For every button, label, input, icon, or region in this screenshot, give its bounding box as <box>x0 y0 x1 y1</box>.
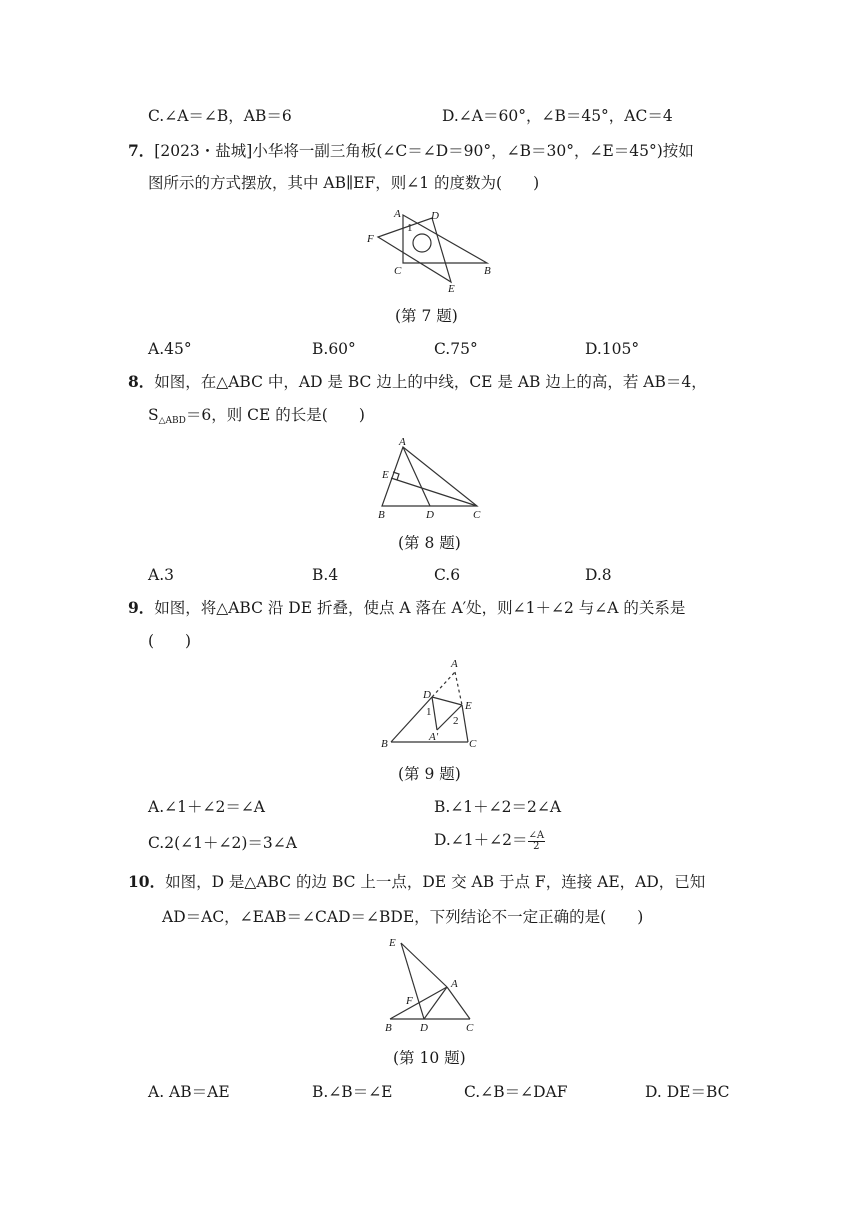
q8-label-b: B <box>378 509 385 521</box>
q8-area-subscript: △ABD <box>158 416 186 426</box>
q10-label-e: E <box>389 937 396 949</box>
q10-option-a: A. AB＝AE <box>148 1083 230 1101</box>
q9-label-b: B <box>381 738 388 750</box>
q10-number: 10． <box>128 872 166 891</box>
q9-label-d: D <box>423 689 431 701</box>
q10-segment-ba <box>390 987 447 1019</box>
q9-option-d-fraction <box>528 831 546 852</box>
q9-fraction-denominator: 2 <box>533 840 540 852</box>
q8-option-b: B.4 <box>312 566 339 584</box>
q9-text1: 如图，将△ABC 沿 DE 折叠，使点 A 落在 A′处，则∠1＋∠2 与∠A 的关系是 <box>154 599 686 617</box>
q7-stem-line2: 图所示的方式摆放，其中 AB∥EF，则∠1 的度数为( ) <box>148 174 540 192</box>
q8-label-a: A <box>399 436 406 448</box>
q10-stem-line1 <box>128 872 705 892</box>
q8-number: 8． <box>128 372 155 391</box>
q9-option-d-prefix: D.∠1＋∠2＝ <box>434 831 528 849</box>
q9-option-a: A.∠1＋∠2＝∠A <box>148 798 265 816</box>
q10-label-f: F <box>406 995 413 1007</box>
q9-fold-ae-dashed <box>455 672 462 705</box>
q8-label-d: D <box>426 509 434 521</box>
q10-label-b: B <box>385 1022 392 1034</box>
q7-triangle-acb <box>403 215 487 263</box>
q9-label-e: E <box>465 700 472 712</box>
q8-text1: 如图，在△ABC 中，AD 是 BC 边上的中线，CE 是 AB 边上的高，若 AB＝4， <box>154 373 707 391</box>
q7-label-f: F <box>367 233 374 245</box>
q7-option-d: D.105° <box>585 340 640 358</box>
q7-label-c: C <box>394 265 402 277</box>
q9-stem-line1 <box>128 598 685 618</box>
q9-option-c: C.2(∠1＋∠2)＝3∠A <box>148 834 297 852</box>
q7-caption: (第 7 题) <box>395 307 458 325</box>
q9-label-c: C <box>469 738 477 750</box>
q7-number: 7． <box>128 141 155 160</box>
q9-label-aprime: A′ <box>429 731 439 743</box>
q8-altitude-ce <box>391 478 477 506</box>
q9-stem-line2: ( ) <box>148 632 192 650</box>
q10-option-c: C.∠B＝∠DAF <box>464 1083 568 1101</box>
q9-folded-ea <box>437 705 462 730</box>
q10-label-c: C <box>466 1022 474 1034</box>
q8-option-c: C.6 <box>434 566 461 584</box>
q7-option-b: B.60° <box>312 340 356 358</box>
q10-segment-ac <box>447 987 470 1019</box>
q9-number: 9． <box>128 598 155 617</box>
q8-label-e: E <box>382 469 389 481</box>
q8-label-c: C <box>473 509 481 521</box>
q7-option-c: C.75° <box>434 340 478 358</box>
q10-option-d: D. DE＝BC <box>645 1083 730 1101</box>
q9-label-angle1: 1 <box>426 706 432 718</box>
q7-hole-circle <box>413 234 431 252</box>
q10-text1: 如图，D 是△ABC 的边 BC 上一点，DE 交 AB 于点 F，连接 AE，AD，已知 <box>165 873 706 891</box>
q6-option-d: D.∠A＝60°，∠B＝45°，AC＝4 <box>442 107 673 125</box>
q8-caption: (第 8 题) <box>398 534 461 552</box>
q8-right-angle-mark <box>393 472 399 480</box>
q7-text1: [2023・盐城]小华将一副三角板(∠C＝∠D＝90°，∠B＝30°，∠E＝45°)按如 <box>154 142 694 160</box>
q8-stem-line2 <box>148 405 365 431</box>
q7-stem-line1 <box>128 141 694 161</box>
q10-segment-da <box>424 987 447 1019</box>
q10-option-b: B.∠B＝∠E <box>312 1083 393 1101</box>
q6-option-c: C.∠A＝∠B，AB＝6 <box>148 107 292 125</box>
q7-triangle-fde <box>378 218 451 282</box>
q10-label-d: D <box>420 1022 428 1034</box>
q9-fraction-numerator: ∠A <box>528 829 545 841</box>
q7-label-b: B <box>484 265 491 277</box>
q9-option-b: B.∠1＋∠2＝2∠A <box>434 798 562 816</box>
q9-option-d <box>434 830 545 852</box>
q7-option-a: A.45° <box>148 340 192 358</box>
q10-segment-ed <box>401 943 424 1019</box>
q8-option-d: D.8 <box>585 566 612 584</box>
q8-area-s: S <box>148 406 159 424</box>
q10-segment-ea <box>401 943 447 987</box>
q9-label-angle2: 2 <box>453 715 459 727</box>
q9-fold-ad-dashed <box>432 672 455 697</box>
q9-side-ec <box>462 705 468 742</box>
q8-text2: ＝6，则 CE 的长是( ) <box>185 406 365 424</box>
q8-stem-line1 <box>128 372 707 392</box>
q9-folded-da <box>432 697 437 730</box>
q7-label-a: A <box>394 208 401 220</box>
q9-label-a: A <box>451 658 458 670</box>
q10-caption: (第 10 题) <box>393 1049 466 1067</box>
q9-side-bd <box>391 697 432 742</box>
q7-label-angle1: 1 <box>407 222 413 234</box>
q9-caption: (第 9 题) <box>398 765 461 783</box>
q7-label-d: D <box>431 210 439 222</box>
q7-label-e: E <box>448 283 455 295</box>
q8-option-a: A.3 <box>148 566 174 584</box>
q8-median-ad <box>403 447 430 506</box>
q10-stem-line2: AD＝AC，∠EAB＝∠CAD＝∠BDE，下列结论不一定正确的是( ) <box>162 908 644 926</box>
q10-label-a: A <box>451 978 458 990</box>
q8-triangle-abc <box>382 447 477 506</box>
q9-crease-de <box>432 697 462 705</box>
